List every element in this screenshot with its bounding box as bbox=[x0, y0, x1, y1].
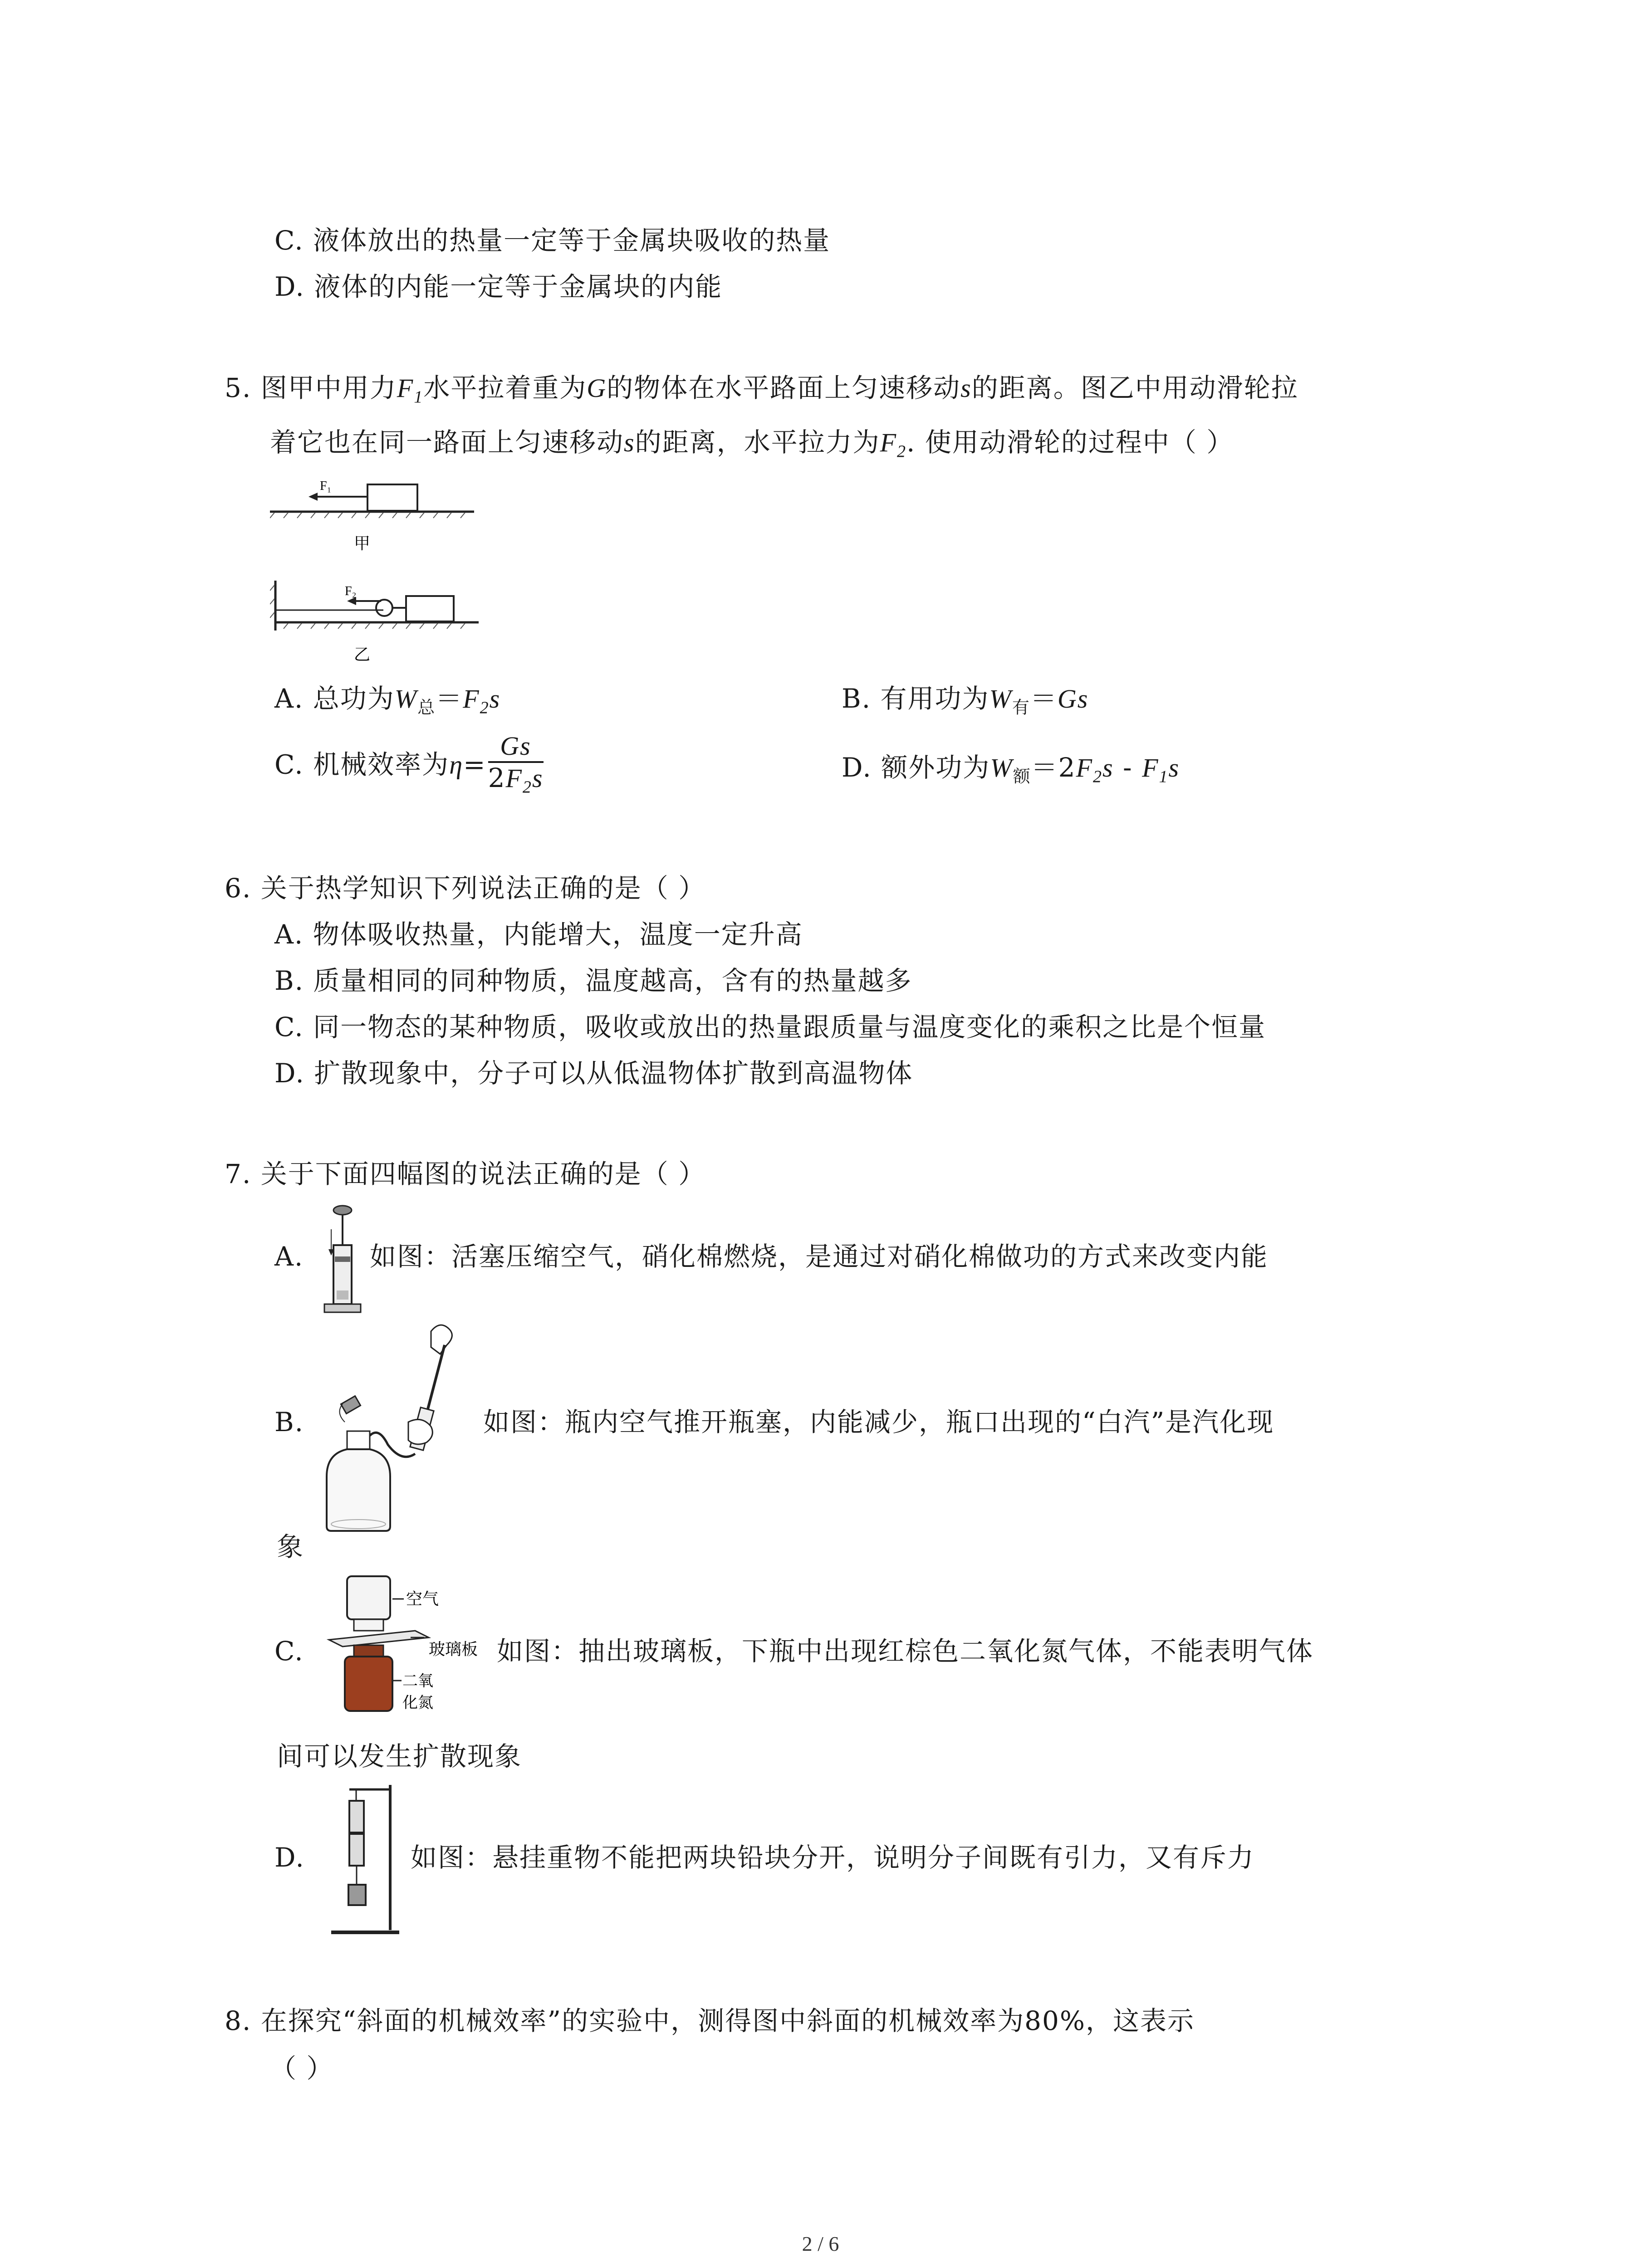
fig-jia-label: 甲 bbox=[354, 534, 371, 553]
bottle-pump-figure bbox=[318, 1318, 481, 1535]
q5-stem-line2: 着它也在同一路面上匀速移动s的距离，水平拉力为$F_2$. 使用动滑轮的过程中（ ） bbox=[270, 427, 1234, 461]
fig-yi-label: 乙 bbox=[354, 645, 371, 664]
f2-label: F₂ bbox=[345, 584, 357, 598]
q6-stem: 6. 关于热学知识下列说法正确的是（ ） bbox=[225, 873, 706, 904]
q5-option-b: B. 有用功为$W_有=Gs$ bbox=[842, 683, 1089, 718]
q7-option-d-text: 如图：悬挂重物不能把两块铅块分开，说明分子间既有引力，又有斥力 bbox=[411, 1842, 1255, 1873]
q7-option-d-label: D. bbox=[274, 1842, 305, 1873]
air-label: 空气 bbox=[406, 1590, 439, 1608]
q4-option-c: C. 液体放出的热量一定等于金属块吸收的热量 bbox=[274, 225, 831, 256]
q4-option-d: D. 液体的内能一定等于金属块的内能 bbox=[274, 271, 723, 302]
q5-option-a: A. 总功为$W_总=F_2s$ bbox=[274, 683, 501, 718]
q6-option-c: C. 同一物态的某种物质，吸收或放出的热量跟质量与温度变化的乘积之比是个恒量 bbox=[274, 1012, 1266, 1042]
q7-option-b-label: B. bbox=[274, 1407, 304, 1437]
q7-option-a-text: 如图：活塞压缩空气，硝化棉燃烧，是通过对硝化棉做功的方式来改变内能 bbox=[370, 1241, 1269, 1272]
q7-stem: 7. 关于下面四幅图的说法正确的是（ ） bbox=[225, 1158, 706, 1189]
q8-stem: 8. 在探究“斜面的机械效率”的实验中，测得图中斜面的机械效率为80%，这表示 bbox=[225, 2005, 1195, 2036]
q8-paren: （ ） bbox=[270, 2053, 334, 2084]
q6-option-a: A. 物体吸收热量，内能增大，温度一定升高 bbox=[274, 919, 803, 950]
q5-stem-line1: 5. 图甲中用力$F_1$水平拉着重为G的物体在水平路面上匀速移动s的距离。图乙中用动滑轮拉 bbox=[225, 372, 1298, 407]
q7-option-c-label: C. bbox=[274, 1636, 304, 1667]
glass-label bbox=[429, 1637, 497, 1660]
q6-option-d: D. 扩散现象中，分子可以从低温物体扩散到高温物体 bbox=[274, 1058, 913, 1089]
q5-figure bbox=[270, 476, 488, 676]
q5-option-c: C. 机械效率为η= $\frac{Gs}{2F_2s}$ bbox=[274, 731, 544, 797]
q7-option-b-continuation: 象 bbox=[277, 1531, 304, 1562]
q5-option-d: D. 额外功为$W_额=2F_2s - F_1s$ bbox=[842, 752, 1180, 787]
lead-blocks-figure bbox=[322, 1780, 404, 1944]
piston-figure bbox=[318, 1202, 367, 1320]
no2-label-2: 化氮 bbox=[402, 1694, 433, 1712]
q7-option-a-label: A. bbox=[274, 1241, 304, 1272]
page-number: 2 / 6 bbox=[802, 2232, 839, 2255]
q6-option-b: B. 质量相同的同种物质，温度越高，含有的热量越多 bbox=[274, 965, 912, 996]
q7-option-c-continuation: 间可以发生扩散现象 bbox=[277, 1741, 522, 1772]
q7-option-c-text: 如图：抽出玻璃板，下瓶中出现红棕色二氧化氮气体，不能表明气体 bbox=[497, 1636, 1314, 1667]
svg-text:玻璃板: 玻璃板 bbox=[429, 1640, 478, 1659]
q7-option-b-text: 如图：瓶内空气推开瓶塞，内能减少，瓶口出现的“白汽”是汽化现 bbox=[483, 1407, 1274, 1437]
no2-label-1: 二氧 bbox=[402, 1672, 433, 1690]
f1-label: F₁ bbox=[320, 479, 332, 493]
